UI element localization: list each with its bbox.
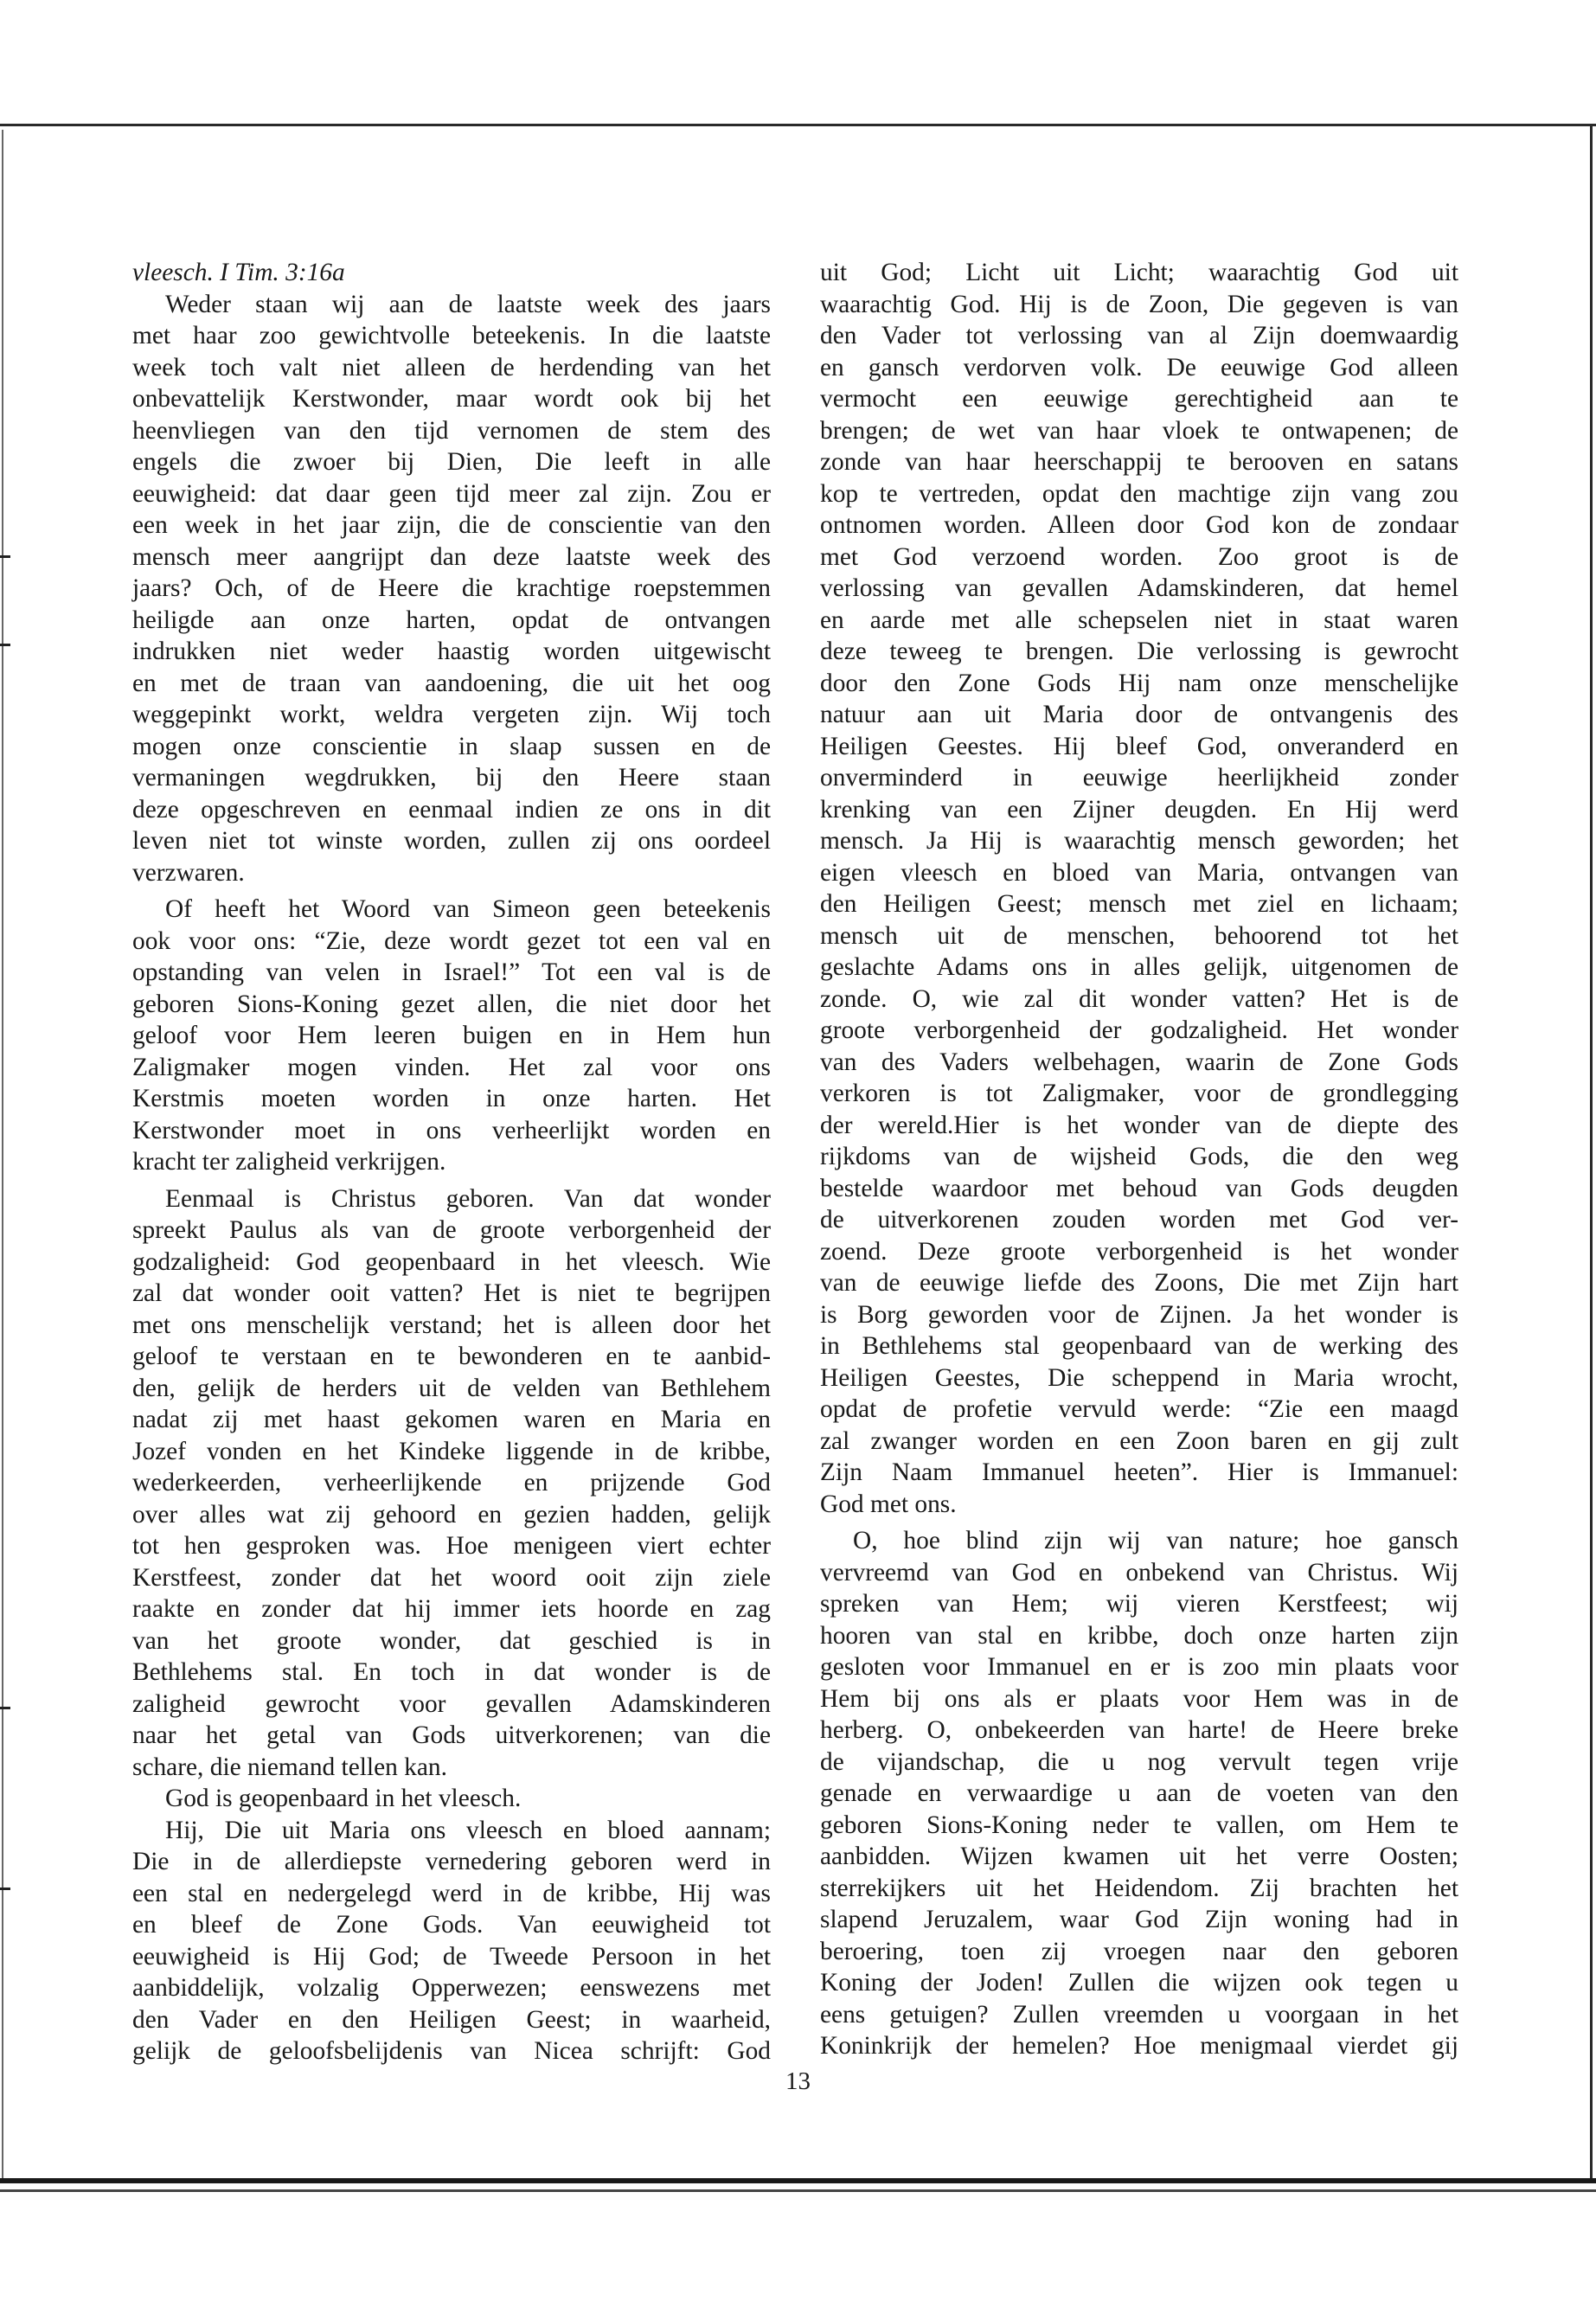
scan-edge-left (2, 130, 3, 2180)
scan-margin-tick (0, 644, 10, 646)
text-line: gelijk de geloofsbelijdenis van Nicea schrijft: God (132, 2037, 771, 2065)
text-line: onbevattelijk Kerstwonder, maar wordt ook bij het (132, 385, 771, 413)
text-line: mensch uit de menschen, behoorend tot het (820, 921, 1458, 950)
text-line: van de eeuwige liefde des Zoons, Die met Zijn hart (820, 1269, 1458, 1297)
text-line: godzaligheid: God geopenbaard in het vleesch. Wie (132, 1247, 771, 1276)
text-line: geboren Sions-Koning neder te vallen, om Hem te (820, 1811, 1458, 1839)
text-line: Bethlehems stal. En toch in dat wonder is de (132, 1658, 771, 1686)
text-line: engels die zwoer bij Dien, Die leeft in alle (132, 448, 771, 476)
text-line: ontnomen worden. Alleen door God kon de zondaar (820, 511, 1458, 539)
text-line: Jozef vonden en het Kindeke liggende in de kribbe, (132, 1437, 771, 1465)
text-line: God met ons. (820, 1490, 957, 1518)
text-line: geloof te verstaan en te bewonderen en te aanbid- (132, 1343, 771, 1370)
text-line: leven niet tot winste worden, zullen zij ons oordeel (132, 827, 771, 855)
text-line: van des Vaders welbehagen, waarin de Zone Gods (820, 1048, 1458, 1076)
text-line: Kerstwonder moet in ons verheerlijkt worden en (132, 1116, 771, 1144)
text-line: is Borg geworden voor de Zijnen. Ja het wonder is (820, 1300, 1458, 1329)
text-line: Weder staan wij aan de laatste week des jaars (165, 290, 771, 318)
scan-edge-bottom-inner (0, 2189, 1596, 2192)
text-line: mensch. Ja Hij is waarachtig mensch geworden; het (820, 827, 1458, 855)
text-line: naar het getal van Gods uitverkorenen; van die (132, 1721, 771, 1749)
text-line: geboren Sions-Koning gezet allen, die niet door het (132, 990, 771, 1018)
text-line: den Vader en den Heiligen Geest; in waarheid, (132, 2005, 771, 2034)
text-line: tot hen gesproken was. Hoe menigeen viert echter (132, 1532, 771, 1560)
text-line: vleesch. I Tim. 3:16a (132, 259, 345, 286)
text-line: de vijandschap, die u nog vervult tegen vrije (820, 1747, 1458, 1776)
text-line: bestelde waardoor met behoud van Gods deugden (820, 1174, 1458, 1202)
text-line: zaligheid gewrocht voor gevallen Adamskinderen (132, 1689, 771, 1718)
text-line: vermocht een eeuwige gerechtigheid aan te (820, 385, 1458, 413)
text-line: en met de traan van aandoening, die uit het oog (132, 669, 771, 697)
text-line: aanbidden. Wijzen kwamen uit het verre Oosten; (820, 1843, 1458, 1870)
text-line: Zijn Naam Immanuel heeten”. Hier is Immanuel: (820, 1458, 1458, 1486)
text-line: schare, die niemand tellen kan. (132, 1753, 447, 1781)
text-line: Heiligen Geestes. Hij bleef God, onveranderd en (820, 732, 1458, 760)
scan-edge-top (0, 124, 1596, 126)
text-line: eeuwigheid is Hij God; de Tweede Persoon in het (132, 1942, 771, 1971)
text-line: geloof voor Hem leeren buigen en in Hem hun (132, 1022, 771, 1049)
text-line: geslachte Adams ons in alles gelijk, uitgenomen de (820, 953, 1458, 981)
text-line: spreken van Hem; wij vieren Kerstfeest; wij (820, 1590, 1458, 1618)
text-line: onverminderd in eeuwige heerlijkheid zonder (820, 764, 1458, 792)
text-line: den Heiligen Geest; mensch met ziel en lichaam; (820, 890, 1458, 918)
text-line: de uitverkorenen zouden worden met God ver- (820, 1206, 1458, 1234)
text-line: weggepinkt workt, weldra vergeten zijn. Wij toch (132, 701, 771, 728)
text-line: zal zwanger worden en een Zoon baren en gij zult (820, 1426, 1458, 1455)
text-line: gesloten voor Immanuel en er is zoo min plaats voor (820, 1653, 1458, 1681)
text-line: waarachtig God. Hij is de Zoon, Die gegeven is van (820, 290, 1458, 318)
text-line: brengen; de wet van haar vloek te ontwapenen; de (820, 416, 1458, 445)
text-line: den, gelijk de herders uit de velden van Bethlehem (132, 1374, 771, 1402)
text-line: krenking van een Zijner deugden. En Hij werd (820, 795, 1458, 824)
text-line: ook voor ons: “Zie, deze wordt gezet tot een val en (132, 926, 771, 955)
text-line: verzwaren. (132, 858, 245, 887)
text-line: Of heeft het Woord van Simeon geen beteekenis (165, 895, 771, 923)
text-line: genade en verwaardige u aan de voeten van den (820, 1779, 1458, 1807)
right-text-column (820, 257, 1458, 2062)
scan-margin-tick (0, 1707, 10, 1709)
text-line: met God verzoend worden. Zoo groot is de (820, 542, 1458, 571)
text-line: herberg. O, onbekeerden van harte! de Heere breke (820, 1716, 1458, 1744)
text-line: met haar zoo gewichtvolle beteekenis. In die laatste (132, 322, 771, 349)
text-line: sterrekijkers uit het Heidendom. Zij brachten het (820, 1874, 1458, 1902)
text-line: in Bethlehems stal geopenbaard van de werking des (820, 1332, 1458, 1360)
text-line: over alles wat zij gehoord en gezien hadden, gelijk (132, 1500, 771, 1529)
text-line: met ons menschelijk verstand; het is alleen door het (132, 1311, 771, 1339)
text-line: deze opgeschreven en eenmaal indien ze ons in dit (132, 795, 771, 824)
text-line: een week in het jaar zijn, die de conscientie van den (132, 511, 771, 539)
text-line: Kerstfeest, zonder dat het woord ooit zijn ziele (132, 1563, 771, 1592)
text-line: mogen onze conscientie in slaap sussen en de (132, 732, 771, 760)
text-line: O, hoe blind zijn wij van nature; hoe gansch (853, 1527, 1458, 1554)
text-line: opdat de profetie vervuld werde: “Zie een maagd (820, 1395, 1458, 1423)
text-line: eigen vleesch en bloed van Maria, ontvangen van (820, 858, 1458, 887)
text-line: jaars? Och, of de Heere die krachtige roepstemmen (132, 574, 771, 602)
scan-edge-bottom (0, 2178, 1596, 2183)
text-line: verlossing van gevallen Adamskinderen, dat hemel (820, 574, 1458, 602)
scan-edge-right (1590, 124, 1593, 2182)
text-line: en aarde met alle schepselen niet in staat waren (820, 606, 1458, 634)
text-line: Hem bij ons als er plaats voor Hem was in de (820, 1684, 1458, 1713)
scan-margin-tick (0, 1888, 10, 1890)
text-line: groote verborgenheid der godzaligheid. Het wonder (820, 1016, 1458, 1044)
text-line: mensch meer aangrijpt dan deze laatste week des (132, 542, 771, 571)
page-number: 13 (785, 2067, 811, 2095)
text-line: wederkeerden, verheerlijkende en prijzende God (132, 1469, 771, 1497)
text-line: van het groote wonder, dat geschied is in (132, 1626, 771, 1655)
text-line: Zaligmaker mogen vinden. Het zal voor ons (132, 1053, 771, 1081)
text-line: heiligde aan onze harten, opdat de ontvangen (132, 606, 771, 634)
text-line: verkoren is tot Zaligmaker, voor de grondlegging (820, 1080, 1458, 1107)
text-line: Hij, Die uit Maria ons vleesch en bloed aannam; (165, 1816, 771, 1844)
text-line: zonde. O, wie zal dit wonder vatten? Het is de (820, 984, 1458, 1013)
text-line: zal dat wonder ooit vatten? Het is niet te begrijpen (132, 1279, 771, 1307)
text-line: en bleef de Zone Gods. Van eeuwigheid tot (132, 1911, 771, 1939)
text-line: nadat zij met haast gekomen waren en Maria en (132, 1406, 771, 1433)
text-line: God is geopenbaard in het vleesch. (165, 1785, 522, 1812)
text-line: vermaningen wegdrukken, bij den Heere staan (132, 764, 771, 792)
text-line: kop te vertreden, opdat den machtige zijn vang zou (820, 479, 1458, 508)
text-line: aanbiddelijk, volzalig Opperwezen; eenswezens met (132, 1974, 771, 2002)
text-line: Die in de allerdiepste vernedering geboren werd in (132, 1848, 771, 1875)
text-line: natuur aan uit Maria door de ontvangenis des (820, 701, 1458, 728)
text-line: zoend. Deze groote verborgenheid is het wonder (820, 1237, 1458, 1266)
text-line: uit God; Licht uit Licht; waarachtig God uit (820, 259, 1458, 286)
text-line: een stal en nedergelegd werd in de kribbe, Hij was (132, 1879, 771, 1907)
text-line: indrukken niet weder haastig worden uitgewischt (132, 638, 771, 665)
text-line: Heiligen Geestes, Die scheppend in Maria wrocht, (820, 1363, 1458, 1392)
text-line: Eenmaal is Christus geboren. Van dat wonder (165, 1184, 771, 1213)
text-line: Koning der Joden! Zullen die wijzen ook tegen u (820, 1969, 1458, 1997)
text-line: en gansch verdorven volk. De eeuwige God alleen (820, 353, 1458, 381)
text-line: deze teweeg te brengen. Die verlossing is gewrocht (820, 638, 1458, 665)
text-line: der wereld.Hier is het wonder van de diepte des (820, 1111, 1458, 1139)
text-line: Kerstmis moeten worden in onze harten. Het (132, 1085, 771, 1112)
text-line: door den Zone Gods Hij nam onze menschelijke (820, 669, 1458, 697)
text-line: spreekt Paulus als van de groote verborgenheid der (132, 1216, 771, 1244)
text-line: opstanding van velen in Israel!” Tot een val is de (132, 958, 771, 986)
text-line: den Vader tot verlossing van al Zijn doemwaardig (820, 322, 1458, 349)
text-line: vervreemd van God en onbekend van Christus. Wij (820, 1558, 1458, 1586)
text-line: kracht ter zaligheid verkrijgen. (132, 1148, 446, 1176)
text-line: eeuwigheid: dat daar geen tijd meer zal zijn. Zou er (132, 479, 771, 508)
text-line: Koninkrijk der hemelen? Hoe menigmaal vierdet gij (820, 2032, 1458, 2060)
left-text-column (132, 257, 771, 2067)
text-line: raakte en zonder dat hij immer iets hoorde en zag (132, 1595, 771, 1623)
text-line: week toch valt niet alleen de herdending van het (132, 353, 771, 381)
text-line: beroering, toen zij vroegen naar den geboren (820, 1937, 1458, 1965)
text-line: hooren van stal en kribbe, doch onze harten zijn (820, 1621, 1458, 1650)
text-line: zonde van haar heerschappij te berooven en satans (820, 448, 1458, 476)
text-line: rijkdoms van de wijsheid Gods, die den weg (820, 1143, 1458, 1170)
text-line: eens getuigen? Zullen vreemden u voorgaan in het (820, 2000, 1458, 2029)
text-line: heenvliegen van den tijd vernomen de stem des (132, 416, 771, 445)
text-line: slapend Jeruzalem, waar God Zijn woning had in (820, 1906, 1458, 1933)
scan-margin-tick (0, 555, 10, 558)
